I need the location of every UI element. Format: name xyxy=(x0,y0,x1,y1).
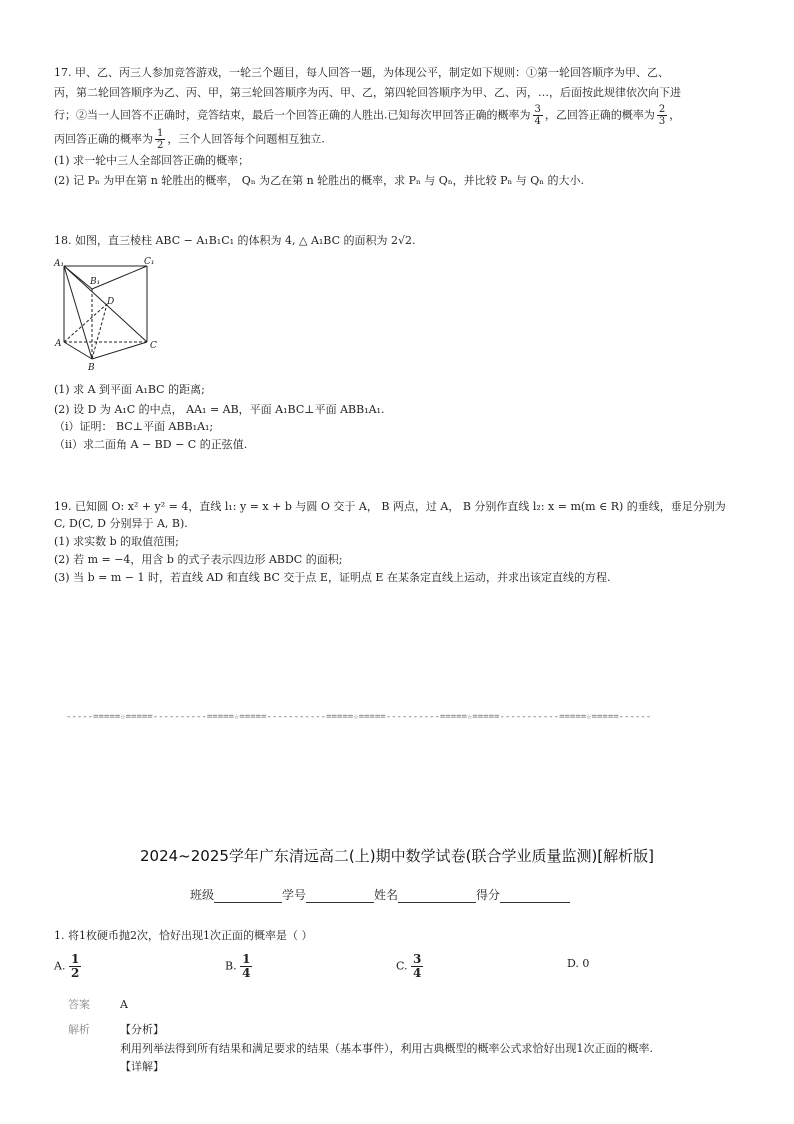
id-label: 学号 xyxy=(282,888,307,902)
q19-stem-2: C, D(C, D 分别异于 A, B). xyxy=(54,517,188,530)
exam-title: 2024~2025学年广东清远高二(上)期中数学试卷(联合学业质量监测)[解析版] xyxy=(139,847,655,865)
section-divider: -----=====☆=====----------=====☆=====-----------=====☆=====----------=====☆=====-----------=====☆=====------ xyxy=(66,712,652,722)
q17-text: ，三个人回答每个问题相互独立. xyxy=(167,132,325,146)
label-c: C xyxy=(150,341,157,351)
score-field[interactable] xyxy=(500,890,570,903)
label-a1: A₁ xyxy=(54,259,65,269)
analysis-text: 利用列举法得到所有结果和满足要求的结果（基本事件），利用古典概型的概率公式求恰好出现1次正面的概率. xyxy=(120,1042,653,1055)
class-field[interactable] xyxy=(214,890,282,903)
label-a: A xyxy=(55,339,62,349)
q18-part-2-i: （i）证明： BC⊥平面 ABB₁A₁; xyxy=(54,420,214,433)
name-field[interactable] xyxy=(398,890,476,903)
analysis-label: 解析 xyxy=(68,1023,90,1036)
label-d: D xyxy=(107,297,115,307)
label-c1: C₁ xyxy=(144,257,155,267)
edge-bc xyxy=(92,342,147,359)
fraction-one-half: $\frac{1}{2}$ xyxy=(157,128,164,151)
id-field[interactable] xyxy=(306,890,374,903)
option-letter: A. xyxy=(54,959,66,973)
prism-figure xyxy=(52,254,162,372)
q1-option-c xyxy=(396,953,423,980)
analysis-heading: 【分析】 xyxy=(120,1023,164,1036)
q17-text: ， xyxy=(669,108,681,122)
option-letter: B. xyxy=(225,959,237,973)
detail-heading: 【详解】 xyxy=(120,1060,164,1073)
q19-stem-1: 19. 已知圆 O: x² + y² = 4，直线 l₁: y = x + b 与圆 O 交于 A， B 两点，过 A， B 分别作直线 l₂: x = m(m ∈ R) 的垂线，垂足分别为 xyxy=(54,500,726,513)
q19-part-1: (1) 求实数 b 的取值范围; xyxy=(54,535,179,548)
fraction-two-thirds: $\frac{2}{3}$ xyxy=(658,104,666,127)
fraction: $\frac{1}{2}$ xyxy=(70,952,80,980)
label-b: B xyxy=(88,363,95,372)
name-label: 姓名 xyxy=(374,888,399,902)
q1-option-d: D. 0 xyxy=(567,957,590,970)
q17-line-2: 丙，第二轮回答顺序为乙、丙、甲，第三轮回答顺序为丙、甲、乙，第四轮回答顺序为甲、乙、丙，…，后面按此规律依次向下进 xyxy=(54,86,681,99)
fraction-three-quarters: $\frac{3}{4}$ xyxy=(534,104,541,127)
q1-option-a xyxy=(54,953,81,980)
q17-text: ，乙回答正确的概率为 xyxy=(544,108,655,122)
q18-part-2-ii: （ii）求二面角 A − BD − C 的正弦值. xyxy=(54,438,248,451)
q18-stem: 18. 如图，直三棱柱 ABC − A₁B₁C₁ 的体积为 4, △ A₁BC 的面积为 2√2. xyxy=(54,234,416,247)
label-b1: B₁ xyxy=(90,277,101,287)
fraction: $\frac{3}{4}$ xyxy=(413,952,422,980)
q19-part-3: (3) 当 b = m − 1 时，若直线 AD 和直线 BC 交于点 E，证明点 E 在某条定直线上运动，并求出该定直线的方程. xyxy=(54,571,611,584)
q19-part-2: (2) 若 m = −4，用含 b 的式子表示四边形 ABDC 的面积; xyxy=(54,553,343,566)
q17-text: 丙回答正确的概率为 xyxy=(54,132,153,146)
edge-b1c1 xyxy=(92,266,147,289)
fraction: $\frac{1}{4}$ xyxy=(242,952,251,980)
q17-line-1: 17. 甲、乙、丙三人参加竞答游戏，一轮三个题目，每人回答一题，为体现公平，制定如下规则：①第一轮回答顺序为甲、乙、 xyxy=(54,66,669,79)
edge-bd xyxy=(92,304,107,359)
q17-text: 行；②当一人回答不正确时，竞答结束，最后一个回答正确的人胜出.已知每次甲回答正确的概率为 xyxy=(54,108,531,122)
q1-option-b xyxy=(225,953,252,980)
answer-label: 答案 xyxy=(68,998,90,1011)
q17-part-2: (2) 记 Pₙ 为甲在第 n 轮胜出的概率， Qₙ 为乙在第 n 轮胜出的概率，求 Pₙ 与 Qₙ，并比较 Pₙ 与 Qₙ 的大小. xyxy=(54,174,585,187)
q18-part-2: (2) 设 D 为 A₁C 的中点， AA₁ = AB，平面 A₁BC⊥平面 ABB₁A₁. xyxy=(54,403,385,416)
q17-line-3 xyxy=(54,104,680,127)
q17-line-4 xyxy=(54,128,325,151)
option-letter: C. xyxy=(396,959,408,973)
q1-stem: 1. 将1枚硬币抛2次，恰好出现1次正面的概率是（ ） xyxy=(54,929,313,942)
answer-value: A xyxy=(120,998,128,1011)
q18-part-1: (1) 求 A 到平面 A₁BC 的距离; xyxy=(54,383,205,396)
class-label: 班级 xyxy=(190,888,215,902)
score-label: 得分 xyxy=(476,888,501,902)
q17-part-1: (1) 求一轮中三人全部回答正确的概率； xyxy=(54,154,250,167)
student-info-row xyxy=(190,886,570,903)
